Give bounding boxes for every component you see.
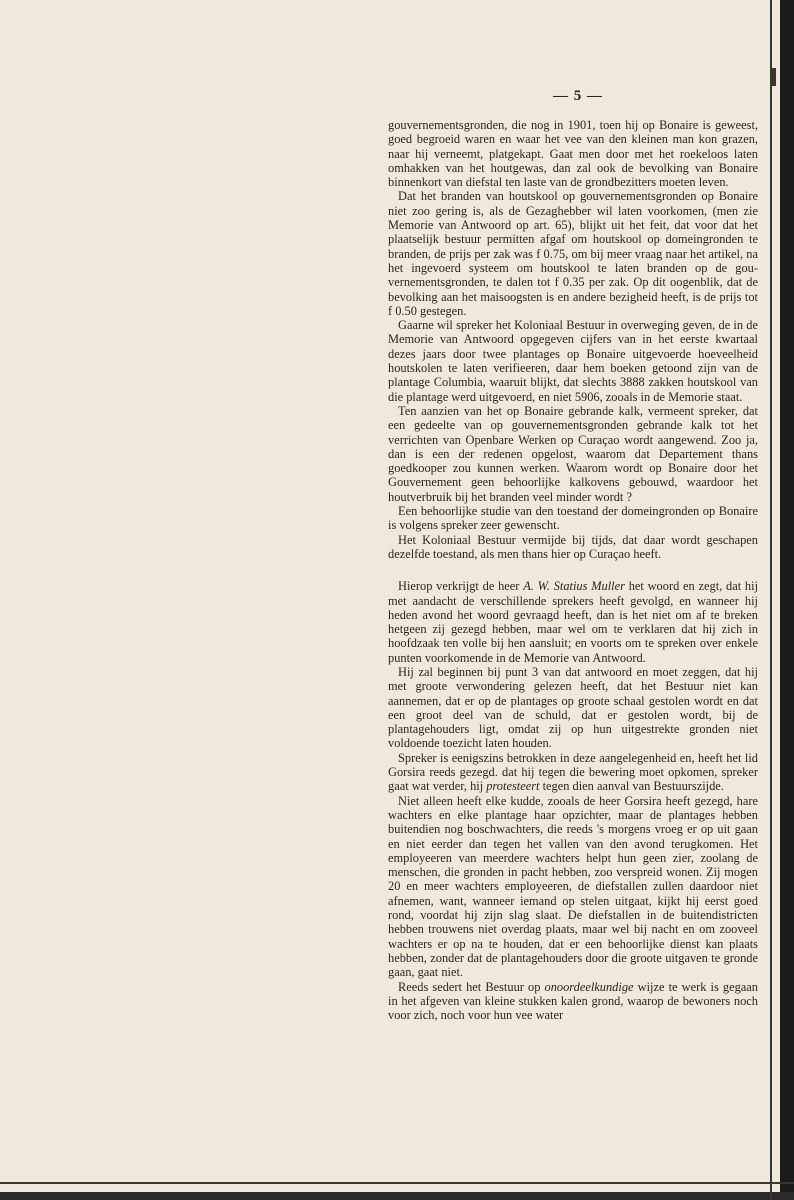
paragraph [388,118,758,189]
text-run: Het Koloniaal Bestuur vermijde bij tijds, dat daar wordt geschapen dezelfde toestand, als men thans hier op Curaçao heeft. [388,532,758,561]
binding-mark [770,68,776,86]
paragraph [388,189,758,318]
page-number: — 5 — [553,88,603,104]
text-run: Reeds sedert het Bestuur op [398,979,545,994]
text-run: Een behoorlijke studie van den toestand der domeingronden op Bonaire is volgens spreker zeer gewenscht. [388,504,758,533]
paragraph [388,404,758,504]
text-column [388,118,758,1022]
text-run: Spreker is eenigszins betrokken in deze aangelegenheid en, heeft het lid Gorsira reeds gezegd. dat hij tegen die bewering moet opkomen, spreker gaat wat verder, hij [388,750,758,794]
paragraph [388,504,758,533]
text-run: Dat het branden van houtskool op gouvernementsgronden op Bonaire niet zoo gering is, als de Gezaghebber wil laten voorkomen, (men zie Memorie van Antwoord op art. 65), blijkt uit het feit, dat voor dat het plaatselijk bestuur permitten afgaf om houtskool op domeingronden te branden, de prijs per zak was f 0.75, om bij meer vraag naar het artikel, na het ingevoerd systeem om houtskool te laten branden op de gouvernementsgronden, te dalen tot f 0.35 per zak. Op dit oogenblik, dat de bevolking aan het maisoogsten is en andere bezigheid heeft, is de prijs tot f 0.50 gestegen. [388,189,758,318]
text-run: Hij zal beginnen bij punt 3 van dat antwoord en moet zeggen, dat hij met groote verwondering gelezen heeft, dat het Bestuur niet kan aannemen, dat er op de plantages op groote schaal gestolen wordt en dat een groot deel van de schuld, dat er gestolen wordt, bij de plantagehouders ligt, omdat zij op hun uitgestrekte gronden niet voldoende toezicht laten houden. [388,664,758,751]
italic-text: protesteert [486,779,540,794]
text-run: wijze te werk is gegaan in het afgeven van kleine stukken kalen grond, waarop de bewoners noch voor zich, noch voor hun vee water [388,979,758,1023]
italic-text: onoordeelkundige [544,979,634,994]
text-run: gouvernementsgronden, die nog in 1901, toen hij op Bonaire is geweest, goed begroeid waren en waar het vee van den kleinen man kon grazen, naar hij verneemt, platgekapt. Gaat men door met het roekeloos laten omhakken van het houtgewas, dan zal ook de bevolking van Bonaire binnenkort van diefstal ten laste van de grondbezitters moeten leven. [388,118,758,190]
paragraph [388,665,758,751]
text-run: tegen dien aanval van Bestuurszijde. [539,779,724,794]
scan-edge-right [780,0,794,1200]
paragraph [388,533,758,562]
text-run: Gaarne wil spreker het Koloniaal Bestuur in overweging geven, de in de Memorie van Antwoord opgegeven cijfers van in het eerste kwartaal dezes jaars door twee plantages op Bonaire uitgevoerde hoeveelheid houtskolen te laten verifieeren, daar hem boeken getoond zijn van de plantage Columbia, waaruit blijkt, dat slechts 3888 zakken houtskool van die plantage werd uitgevoerd, en niet 5906, zooals in de Memorie staat. [388,318,758,404]
text-run: het woord en zegt, dat hij met aandacht de verschillende sprekers heeft gevolgd, en wanneer hij heden avond het woord gevraagd heeft, dan is het niet om af te breken hetgeen zij gezegd hebben, maar wel om te verklaren dat hij zich in hoofdzaak ten volle bij hen aansluit; en voorts om te spreken over enkele punten voorkomende in de Memorie van Antwoord. [388,579,759,665]
paragraph [388,794,758,980]
scan-edge-bottom [0,1192,794,1200]
text-run: Niet alleen heeft elke kudde, zooals de heer Gorsira heeft gezegd, hare wachters en elke plantage haar opzichter, maar de plantages hebben buitendien nog boschwachters, die reeds 's morgens vroeg er op uit gaan en niet eerder dan tegen het vallen van den avond terugkomen. Het employeeren van meerdere wachters helpt hun geen zier, zoolang de menschen, die gronden in pacht hebben, zoo verspreid wonen. Zij mogen 20 en meer wachters employeeren, de diefstallen zullen daardoor niet afnemen, want, wanneer iemand op stelen uitgaat, kijkt hij eerst goed rond, voordat hij zijn slag slaat. De diefstallen in de buitendistricten hebben trouwens niet overdag plaats, maar wel bij nacht en om zooveel wachters er op na te houden, dat er een behoorlijke dienst kan plaats hebben, zonder dat de plantagehouders door die groote uitgaven te gronde gaan, gaat niet. [388,793,758,980]
italic-text: A. W. Statius Muller [523,579,625,594]
page-edge-line-right [770,0,772,1200]
paragraph [388,318,758,404]
text-run: Ten aanzien van het op Bonaire gebrande kalk, vermeent spreker, dat een gedeelte van op gouvernementsgronden gebrande kalk tot het verrichten van Openbare Werken op Curaçao wordt aangewend. Zoo ja, dan is een der redenen opgelost, waarom dat Departement thans goedkooper zou kunnen werken. Waarom wordt op Bonaire door het Gouvernement geen behoorlijke kalkovens gebouwd, waardoor het houtverbruik bij het branden veel minder wordt ? [388,403,758,504]
paragraph [388,579,758,665]
paragraph [388,980,758,1023]
text-run: Hierop verkrijgt de heer [398,579,524,594]
paragraph [388,751,758,794]
page-edge-line-bottom [0,1182,794,1184]
